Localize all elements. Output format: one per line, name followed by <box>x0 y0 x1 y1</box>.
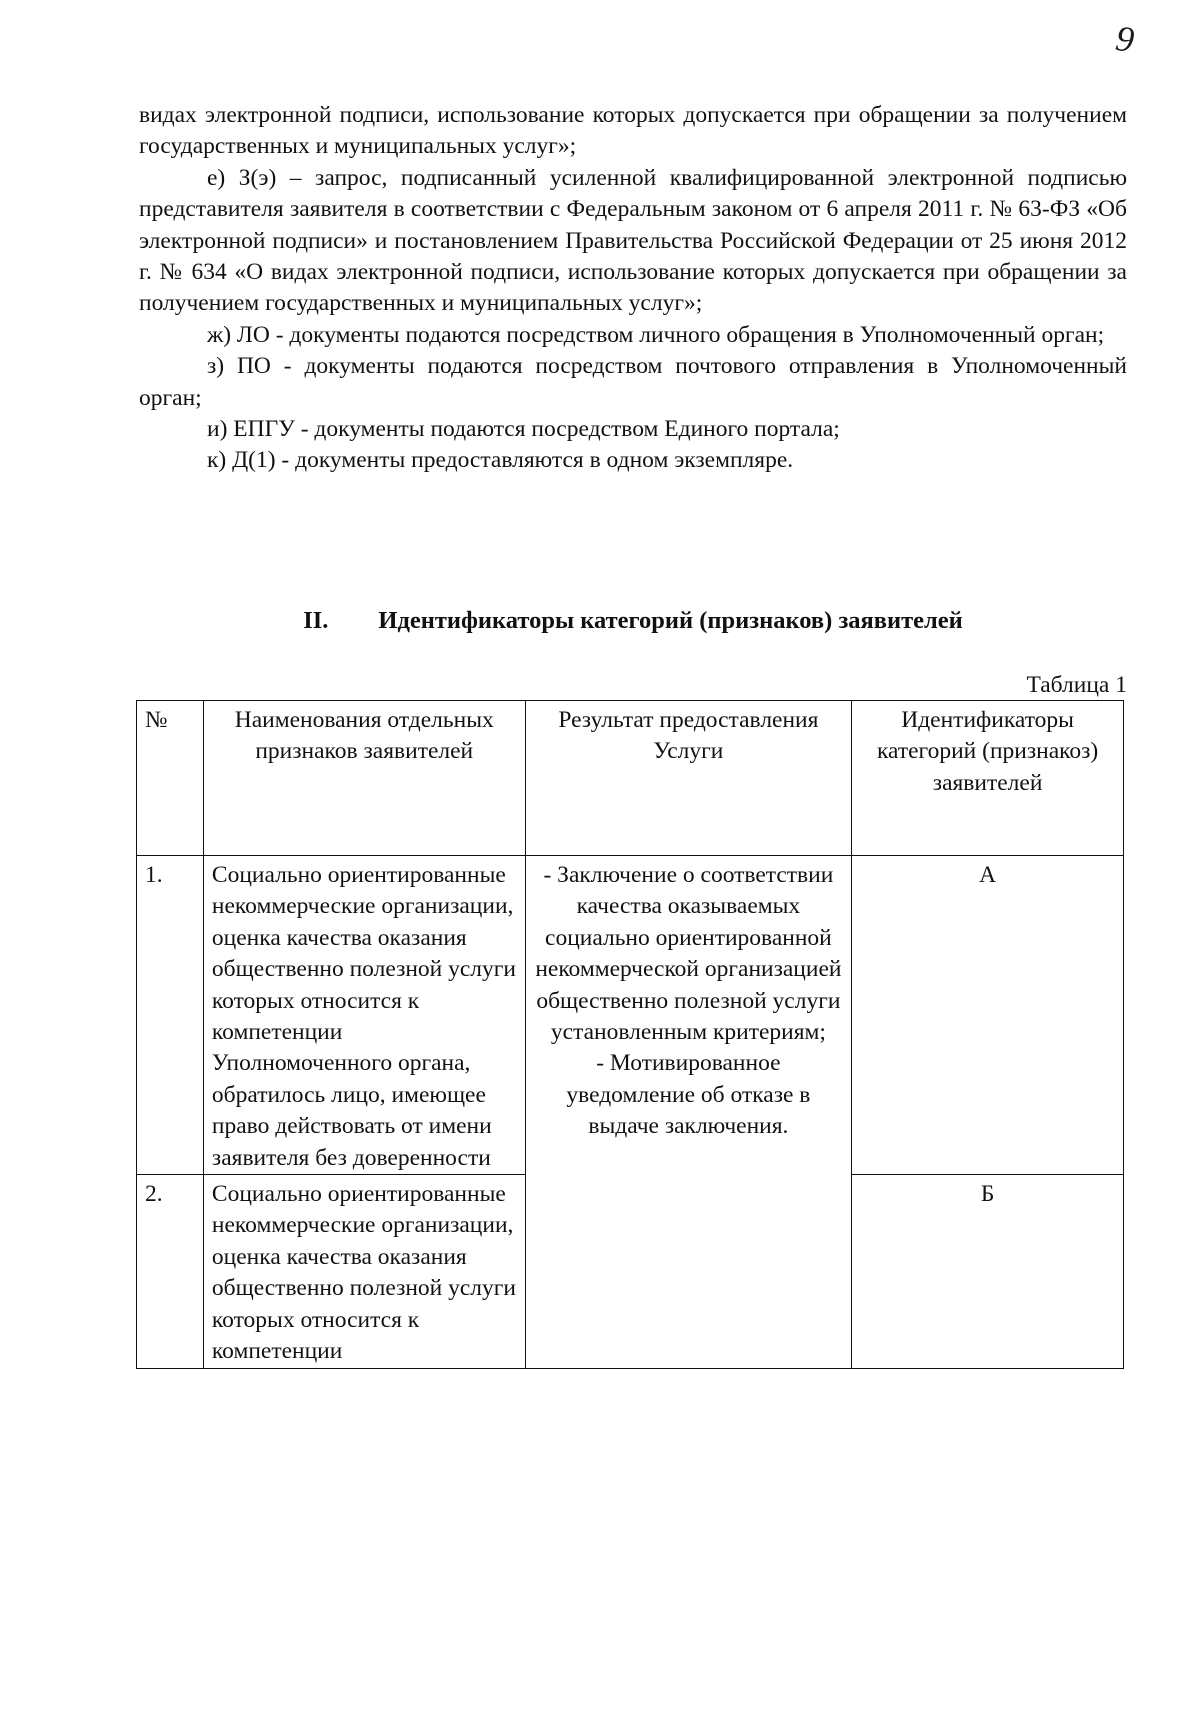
paragraph-item-i: и) ЕПГУ - документы подаются посредством Единого портала; <box>207 416 840 443</box>
header-name: Наименования отдельных признаков заявителей <box>203 701 525 856</box>
row-identifier: Б <box>852 1175 1124 1368</box>
paragraph-item-zh: ж) ЛО - документы подаются посредством личного обращения в Уполномоченный орган; <box>207 321 1105 348</box>
section-title: Идентификаторы категорий (признаков) заявителей <box>378 607 963 634</box>
row-result <box>525 856 852 1369</box>
page-number: 9 <box>1113 17 1137 61</box>
header-result: Результат предоставления Услуги <box>525 701 852 856</box>
row-name: Социально ориентированные некоммерческие организации, оценка качества оказания общественно полезной услуги которых относится к компетенции <box>203 1175 525 1368</box>
body-text <box>139 100 1127 477</box>
table-row <box>137 856 1124 1175</box>
header-identifier: Идентификаторы категорий (признакоз) заявителей <box>852 701 1124 856</box>
section-number: II. <box>303 607 329 634</box>
header-number: № <box>137 701 204 856</box>
section-heading <box>139 605 1127 637</box>
paragraph-item-e: е) З(э) – запрос, подписанный усиленной квалифицированной электронной подписью представителя заявителя в соответствии с Федеральным законом от 6 апреля 2011 г. № 63-ФЗ «Об электронной подписи» и постановлением Правительства Российской Федерации от 25 июня 2012 г. № 634 «О видах электронной подписи, использование которых допускается при обращении за получением государственных и муниципальных услуг»; <box>139 164 1127 317</box>
result-conclusion: - Заключение о соответствии качества оказываемых социально ориентированной некоммерческой организацией общественно полезной услуги установленным критериям; <box>535 862 842 1046</box>
paragraph-item-z: з) ПО - документы подаются посредством почтового отправления в Уполномоченный орган; <box>139 353 1127 411</box>
row-number: 2. <box>137 1175 204 1368</box>
identifiers-table <box>136 700 1124 1369</box>
row-name: Социально ориентированные некоммерческие организации, оценка качества оказания общественно полезной услуги которых относится к компетенции Уполномоченного органа, обратилось лицо, имеющее право действовать от имени заявителя без доверенности <box>203 856 525 1175</box>
row-identifier: А <box>852 856 1124 1175</box>
row-number: 1. <box>137 856 204 1175</box>
paragraph-item-k: к) Д(1) - документы предоставляются в одном экземпляре. <box>207 447 794 474</box>
result-refusal: - Мотивированное уведомление об отказе в выдаче заключения. <box>566 1050 811 1140</box>
table-header-row <box>137 701 1124 856</box>
table-caption: Таблица 1 <box>1026 672 1127 698</box>
paragraph-continuation: видах электронной подписи, использование которых допускается при обращении за получением государственных и муниципальных услуг»; <box>139 102 1127 160</box>
